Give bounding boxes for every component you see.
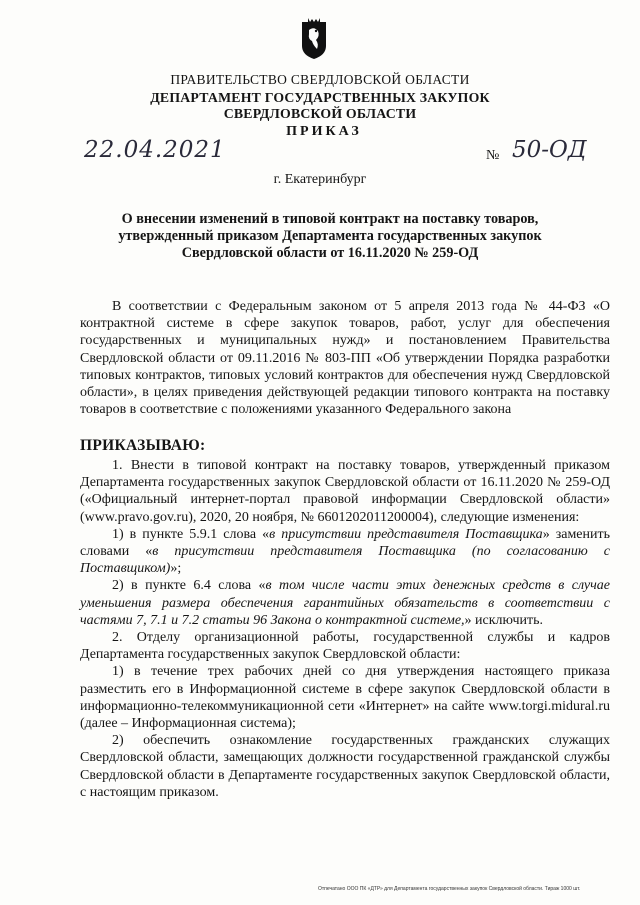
order-number: 50-ОД bbox=[512, 137, 587, 163]
text-fragment: » исключить. bbox=[464, 612, 543, 628]
quoted-text: в присутствии представителя Поставщика bbox=[269, 526, 543, 542]
quoted-text: в присутствии представителя Поставщика (по согласованию с Поставщиком) bbox=[80, 544, 610, 577]
item-1: 1. Внести в типовой контракт на поставку товаров, утвержденный приказом Департамента государственных закупок Свердловской области от 16.11.2020 № 259-ОД («Официальный интернет-портал правовой информации Свердловской области» (www.pravo.gov.ru), 2020, 20 ноября, № 6601202011200004), следующие изменения: bbox=[80, 458, 610, 525]
department-name: ДЕПАРТАМЕНТ ГОСУДАРСТВЕННЫХ ЗАКУПОК bbox=[150, 90, 490, 105]
text-fragment: 1) в пункте 5.9.1 слова « bbox=[112, 526, 270, 542]
title-line: О внесении изменений в типовой контракт на поставку товаров, bbox=[121, 211, 539, 227]
coat-of-arms-icon bbox=[299, 18, 329, 60]
text-fragment: 2) в пункте 6.4 слова « bbox=[112, 578, 266, 594]
item-1-1 bbox=[80, 526, 610, 578]
order-word: ПРИКАЗЫВАЮ: bbox=[80, 437, 206, 454]
preamble: В соответствии с Федеральным законом от 5 апреля 2013 года № 44-ФЗ «О контрактной системе в сфере закупок товаров, работ, услуг для обеспечения государственных и муниципальных нужд» и постановлением Правительства Свердловской области от 09.11.2016 № 803-ПП «Об утверждении Порядка разработки типовых контрактов, типовых условий контрактов для обеспечения нужд Свердловской области», в целях приведения действующей редакции типового контракта на поставку товаров в соответствие с положениями указанного Федерального закона bbox=[80, 299, 610, 418]
city: г. Екатеринбург bbox=[273, 172, 367, 187]
preamble-block bbox=[80, 298, 610, 418]
text-fragment: » заменить словами « bbox=[80, 526, 611, 560]
title-line: Свердловской области от 16.11.2020 № 259-ОД bbox=[181, 245, 479, 261]
text-fragment: »; bbox=[170, 561, 182, 577]
order-title bbox=[90, 211, 570, 262]
item-2-1: 1) в течение трех рабочих дней со дня утверждения настоящего приказа разместить его в Информационной системе в сфере закупок Свердловской области в информационно-телекоммуникационной сети «Интернет» на сайте www.torgi.midural.ru (далее – Информационная система); bbox=[80, 664, 610, 732]
item-2: 2. Отделу организационной работы, государственной службы и кадров Департамента государственных закупок Свердловской области: bbox=[80, 630, 610, 663]
order-items bbox=[80, 457, 610, 801]
item-2-2: 2) обеспечить ознакомление государственных гражданских служащих Свердловской области, замещающих должности государственной гражданской службы Свердловской области в Департаменте государственных закупок Свердловской области, с настоящим приказом. bbox=[80, 733, 610, 800]
government-name: ПРАВИТЕЛЬСТВО СВЕРДЛОВСКОЙ ОБЛАСТИ bbox=[170, 72, 470, 87]
order-date: 22.04.2021 bbox=[84, 137, 226, 163]
item-1-2 bbox=[80, 577, 610, 629]
quoted-text: в том числе части этих денежных средств в случае уменьшения размера обеспечения гарантийных обязательств в соответствии с частями 7, 7.1 и 7.2 статьи 96 Закона о контрактной системе, bbox=[80, 578, 610, 628]
title-line: утвержденный приказом Департамента государственных закупок bbox=[118, 228, 542, 244]
document-type: ПРИКАЗ bbox=[286, 124, 362, 139]
order-number-label: № bbox=[486, 148, 500, 163]
print-footer: Отпечатано ООО ПК «ДТР» для Департамента государственных закупок Свердловской области. Тираж 1000 шт. bbox=[318, 886, 581, 892]
department-region: СВЕРДЛОВСКОЙ ОБЛАСТИ bbox=[223, 106, 417, 121]
